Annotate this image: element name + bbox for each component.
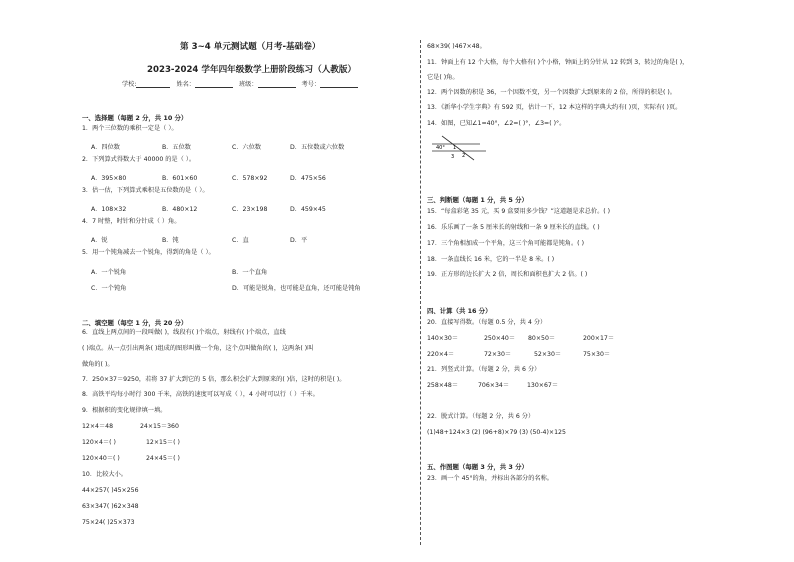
section-calc-heading: 四、计算（共 16 分）	[427, 307, 492, 315]
q20-r2-c3: 52×30＝	[534, 351, 562, 358]
question-23: 23．画一个 45°的角，并标出各部分的名称。	[427, 475, 553, 482]
angle-figure	[430, 132, 490, 162]
q4-option-b[interactable]: B．钝	[162, 237, 179, 244]
question-13: 13．《新华小学生字典》有 592 页，估计一下，12 本这样的字典大约有( )页，实际有( )页。	[427, 104, 682, 111]
q10-row-4[interactable]: 68×39( )467×48。	[427, 43, 486, 50]
question-4: 4．7 时整，时针和分针成（ ）角。	[82, 218, 181, 225]
q3-option-c[interactable]: C．23×198	[232, 206, 268, 213]
student-info-row	[122, 81, 358, 88]
q20-r1-c1: 140×30＝	[427, 335, 459, 342]
question-6-line-3: 做角的( )。	[82, 361, 114, 368]
q20-r2-c1: 220×4＝	[427, 351, 455, 358]
question-7: 7．250×37＝9250，若将 37 扩大到它的 5 倍，那么积会扩大到原来的( )倍，这时的积是( )。	[82, 376, 346, 383]
name-label: 姓名：	[176, 80, 195, 88]
q21-item-1: 258×48＝	[427, 382, 459, 389]
name-field[interactable]	[195, 81, 233, 88]
q1-option-c[interactable]: C．六位数	[232, 144, 262, 151]
q4-option-d[interactable]: D．平	[290, 237, 308, 244]
section-choice-heading: 一、选择题（每题 2 分，共 10 分）	[82, 114, 188, 122]
q9-row-3-a[interactable]: 120×40＝( )	[82, 455, 120, 462]
q5-option-b[interactable]: B．一个直角	[232, 269, 268, 276]
question-10: 10．比较大小。	[82, 471, 127, 478]
school-field[interactable]	[136, 81, 170, 88]
school-label: 学校:	[122, 80, 137, 88]
figure-label-2: 2	[462, 153, 466, 159]
q3-option-b[interactable]: B．480×12	[162, 206, 198, 213]
question-9: 9．根据积的变化规律填一填。	[82, 407, 167, 414]
question-18: 18．一条直线长 16 米，它的一半是 8 米。( )	[427, 256, 555, 263]
column-divider	[420, 40, 421, 545]
q4-option-a[interactable]: A．锐	[91, 237, 108, 244]
q4-option-c[interactable]: C．直	[232, 237, 249, 244]
question-16: 16．乐乐画了一条 5 厘米长的射线和一条 9 厘米长的直线。( )	[427, 224, 600, 231]
q21-item-3: 130×67＝	[527, 382, 559, 389]
question-14: 14．如图，已知∠1=40°，∠2=( )°，∠3=( )°。	[427, 120, 566, 127]
class-label: 班级：	[238, 80, 258, 88]
q2-option-d[interactable]: D．475×56	[290, 175, 326, 182]
q10-row-1[interactable]: 44×257( )45×256	[82, 487, 139, 494]
question-20: 20．直接写得数。（每题 0.5 分，共 4 分）	[427, 319, 547, 326]
question-22: 22．脱式计算。（每题 2 分，共 6 分）	[427, 413, 535, 420]
q2-option-a[interactable]: A．395×80	[91, 175, 127, 182]
q9-row-1-b: 24×15＝360	[140, 423, 179, 430]
question-5: 5．用一个钝角减去一个锐角，得到的角是（ ）。	[82, 249, 215, 256]
section-draw-heading: 五、作图题（每题 3 分，共 3 分）	[427, 463, 528, 471]
q20-r2-c2: 72×30＝	[484, 351, 512, 358]
page-subtitle: 2023-2024 学年四年级数学上册阶段练习（人教版）	[147, 65, 357, 75]
figure-line-transversal	[442, 136, 474, 160]
q20-r1-c2: 250×40＝	[484, 335, 516, 342]
q5-option-a[interactable]: A．一个锐角	[91, 269, 127, 276]
question-19: 19．正方形的边长扩大 2 倍，周长和面积也扩大 2 倍。( )	[427, 271, 588, 278]
q20-r1-c3: 80×50＝	[528, 335, 556, 342]
question-8: 8．高铁平均每小时行 300 千米，高铁的速度可以写成（ ），4 小时可以行（ ）千米。	[82, 391, 319, 398]
figure-label-1: 1	[453, 145, 457, 151]
question-11-line-2: 它是( )角。	[427, 74, 459, 81]
q5-option-c[interactable]: C．一个钝角	[91, 285, 127, 292]
section-fill-heading: 二、填空题（每空 1 分，共 20 分）	[82, 319, 188, 327]
question-15: 15．“每盒彩笔 35 元，买 9 盒要用多少钱？”这道题是求总价。( )	[427, 208, 611, 215]
q1-option-a[interactable]: A．四位数	[91, 144, 120, 151]
q10-row-2[interactable]: 63×347( )62×348	[82, 503, 139, 510]
q20-r2-c4: 75×30＝	[583, 351, 611, 358]
figure-label-3: 3	[451, 154, 455, 160]
figure-angle-label: 40°	[436, 145, 445, 151]
q9-row-2-b[interactable]: 12×15＝( )	[146, 439, 180, 446]
q2-option-c[interactable]: C．578×92	[232, 175, 268, 182]
q22-items: (1)48+124×3 (2) (96+8)×79 (3) (50-4)×125	[427, 429, 566, 436]
question-1: 1．两个三位数的乘积一定是（ ）。	[82, 125, 178, 132]
question-2: 2．下列算式得数大于 40000 的是（ ）。	[82, 156, 196, 163]
q3-option-a[interactable]: A．108×32	[91, 206, 127, 213]
q1-option-d[interactable]: D．五位数或六位数	[290, 144, 345, 151]
q9-row-3-b[interactable]: 24×45＝( )	[146, 455, 180, 462]
q1-option-b[interactable]: B．五位数	[162, 144, 191, 151]
q9-row-2-a[interactable]: 120×4＝( )	[82, 439, 116, 446]
question-6-line-1: 6．直线上两点间的一段叫做( )，线段有( )个端点，射线有( )个端点，直线	[82, 329, 286, 336]
question-3: 3．估一估，下列算式乘积是五位数的是（ ）。	[82, 187, 209, 194]
question-21: 21．列竖式计算。（每题 2 分，共 6 分）	[427, 366, 541, 373]
q3-option-d[interactable]: D．459×45	[290, 206, 326, 213]
section-judge-heading: 三、判断题（每题 1 分，共 5 分）	[427, 196, 528, 204]
q9-row-1-a: 12×4＝48	[82, 423, 114, 430]
page-title: 第 3~4 单元测试题（月考-基础卷）	[180, 42, 321, 52]
q5-option-d[interactable]: D．可能是锐角，也可能是直角，还可能是钝角	[232, 285, 361, 292]
examno-field[interactable]	[320, 81, 358, 88]
question-12: 12．两个因数的积是 36，一个因数不变，另一个因数扩大到原来的 2 倍，所得的积是( )。	[427, 89, 676, 96]
q10-row-3[interactable]: 75×24( )25×373	[82, 519, 135, 526]
class-field[interactable]	[258, 81, 296, 88]
question-6-line-2: ( )端点。从一点引出两条( )组成的图形叫做一个角，这个点叫做角的( )，这两条( )叫	[82, 345, 314, 352]
question-17: 17．三个角相加成一个平角，这三个角可能都是钝角。( )	[427, 240, 584, 247]
question-11-line-1: 11．钟面上有 12 个大格，每个大格有( )个小格，钟面上的分针从 12 转到 3，转过的角是( )，	[427, 59, 689, 66]
q20-r1-c4: 200×17＝	[583, 335, 615, 342]
q2-option-b[interactable]: B．601×60	[162, 175, 198, 182]
q21-item-2: 706×34＝	[478, 382, 510, 389]
examno-label: 考号：	[301, 80, 321, 88]
